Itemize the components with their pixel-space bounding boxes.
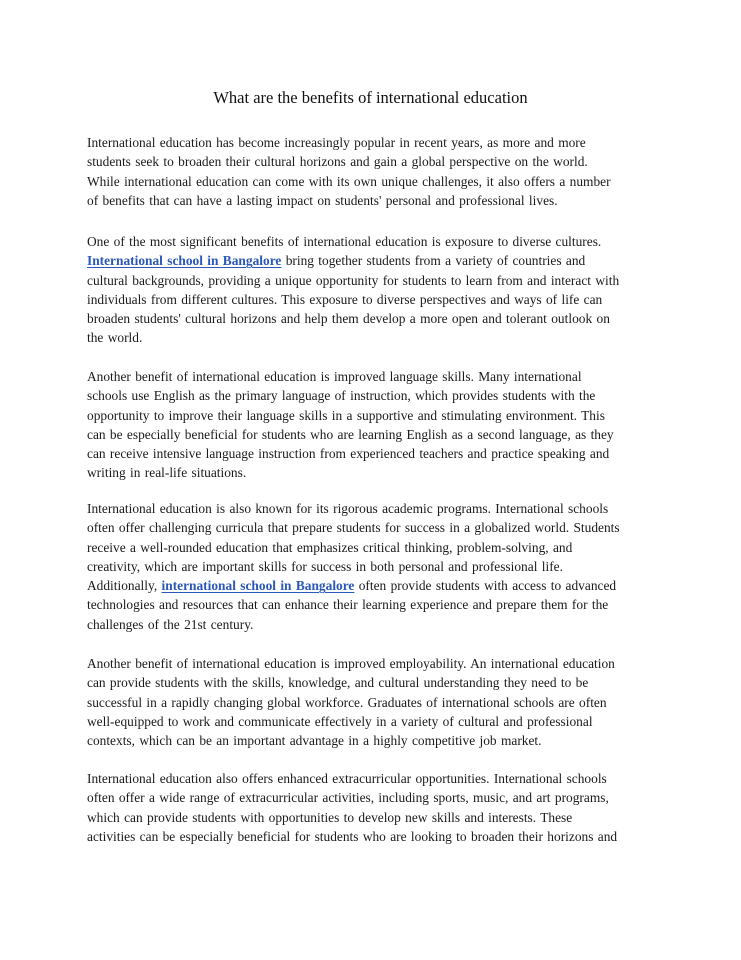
text-line: can receive intensive language instruction from experienced teachers and practice speaking and <box>87 446 610 462</box>
text-line: successful in a rapidly changing global workforce. Graduates of international schools are often <box>87 694 607 710</box>
paragraph-language-skills <box>87 367 662 483</box>
text-line: receive a well-rounded education that emphasizes critical thinking, problem-solving, and <box>87 539 573 555</box>
document-title: What are the benefits of international education <box>213 88 528 107</box>
text-line: Another benefit of international education is improved employability. An international education <box>87 656 615 671</box>
text-line: International education also offers enhanced extracurricular opportunities. International schools <box>87 771 607 786</box>
text-line: well-equipped to work and communicate effectively in a variety of cultural and professional <box>87 713 593 729</box>
text-fragment: bring together students from a variety of countries and <box>281 253 586 269</box>
international-school-link[interactable]: international school in Bangalore <box>161 578 355 594</box>
text-line: activities can be especially beneficial for students who are looking to broaden their horizons and <box>87 828 618 844</box>
text-line: of benefits that can have a lasting impact on students' personal and professional lives. <box>87 192 558 208</box>
text-line: which can provide students with opportunities to develop new skills and interests. These <box>87 809 573 825</box>
text-line: individuals from different cultures. This exposure to diverse perspectives and ways of life can <box>87 291 603 307</box>
paragraph-extracurricular <box>87 769 662 846</box>
paragraph-intro <box>87 133 662 210</box>
text-line: International education is also known for its rigorous academic programs. International schools <box>87 501 609 516</box>
text-line: One of the most significant benefits of international education is exposure to diverse cultures. <box>87 234 602 249</box>
paragraph-employability <box>87 654 662 750</box>
text-line: broaden students' cultural horizons and help them develop a more open and tolerant outlook on <box>87 311 610 327</box>
text-line: cultural backgrounds, providing a unique opportunity for students to learn from and interact with <box>87 272 620 288</box>
text-line-with-link <box>87 251 662 270</box>
text-line: challenges of the 21st century. <box>87 616 254 632</box>
text-line: technologies and resources that can enhance their learning experience and prepare them for the <box>87 597 609 613</box>
text-line: often offer a wide range of extracurricular activities, including sports, music, and art programs, <box>87 790 609 806</box>
text-fragment: Additionally, <box>87 578 162 594</box>
text-line: often offer challenging curricula that prepare students for success in a globalized world. Students <box>87 520 620 536</box>
text-line: can provide students with the skills, knowledge, and cultural understanding they need to be <box>87 675 589 691</box>
text-line: While international education can come with its own unique challenges, it also offers a number <box>87 173 611 189</box>
text-line: the world. <box>87 330 143 346</box>
text-line: schools use English as the primary language of instruction, which provides students with the <box>87 388 596 404</box>
text-line: International education has become increasingly popular in recent years, as more and more <box>87 135 586 150</box>
paragraph-diverse-cultures <box>87 232 662 348</box>
text-line: opportunity to improve their language skills in a supportive and stimulating environment. This <box>87 407 605 423</box>
text-line: contexts, which can be an important advantage in a highly competitive job market. <box>87 733 542 749</box>
text-line: creativity, which are important skills for success in both personal and professional life. <box>87 558 563 574</box>
text-line: students seek to broaden their cultural horizons and gain a global perspective on the world. <box>87 154 588 170</box>
text-line: can be especially beneficial for students who are learning English as a second language, as they <box>87 426 614 442</box>
text-fragment: often provide students with access to advanced <box>354 578 617 594</box>
paragraph-academic-programs <box>87 499 662 634</box>
text-line: Another benefit of international education is improved language skills. Many international <box>87 369 582 384</box>
text-line-with-link <box>87 576 662 595</box>
text-line: writing in real-life situations. <box>87 465 247 481</box>
international-school-link[interactable]: International school in Bangalore <box>87 253 282 269</box>
